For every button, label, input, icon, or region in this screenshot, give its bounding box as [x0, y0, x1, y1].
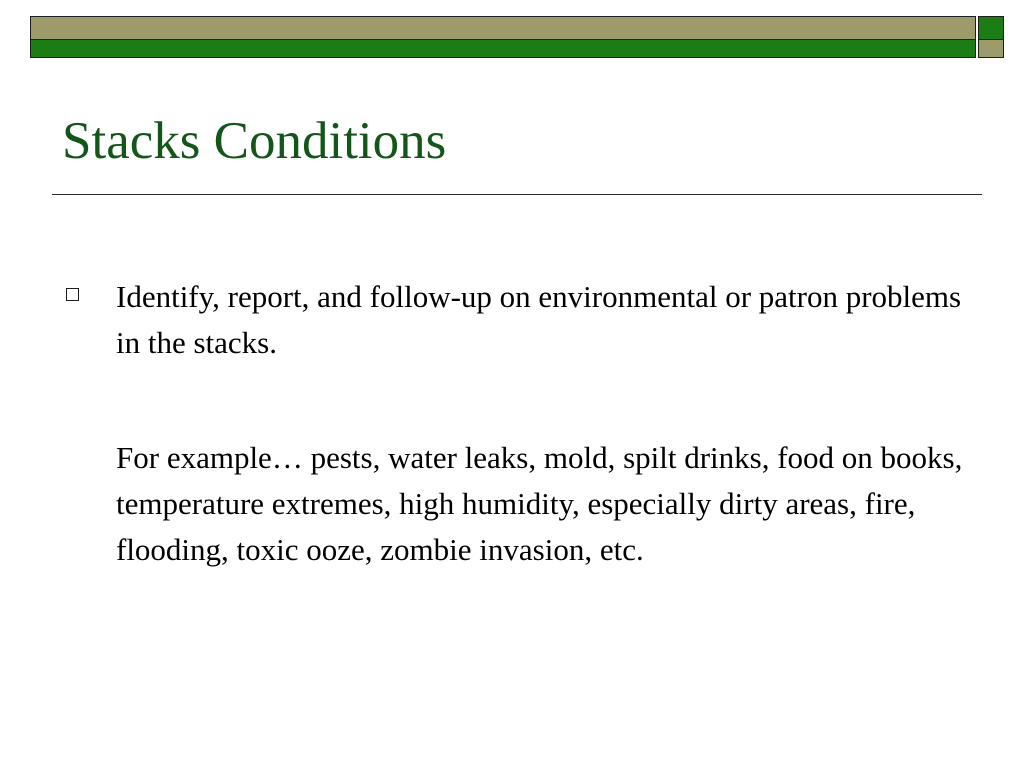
example-text: For example… pests, water leaks, mold, spilt drinks, food on books, temperature extremes, high humidity, especially dirty areas, fire, flooding, toxic ooze, zombie invasion, etc.: [116, 440, 963, 567]
slide-title: Stacks Conditions: [62, 112, 447, 170]
title-divider: [52, 194, 982, 195]
bullet-text: Identify, report, and follow-up on environmental or patron problems in the stacks.: [116, 279, 962, 360]
header-banner: [30, 16, 1006, 59]
banner-corner-olive-square: [978, 40, 1004, 58]
banner-olive-stripe: [30, 16, 976, 40]
banner-corner-green-square: [978, 16, 1004, 40]
banner-green-stripe: [30, 40, 976, 58]
hollow-square-bullet-icon: [66, 288, 79, 301]
